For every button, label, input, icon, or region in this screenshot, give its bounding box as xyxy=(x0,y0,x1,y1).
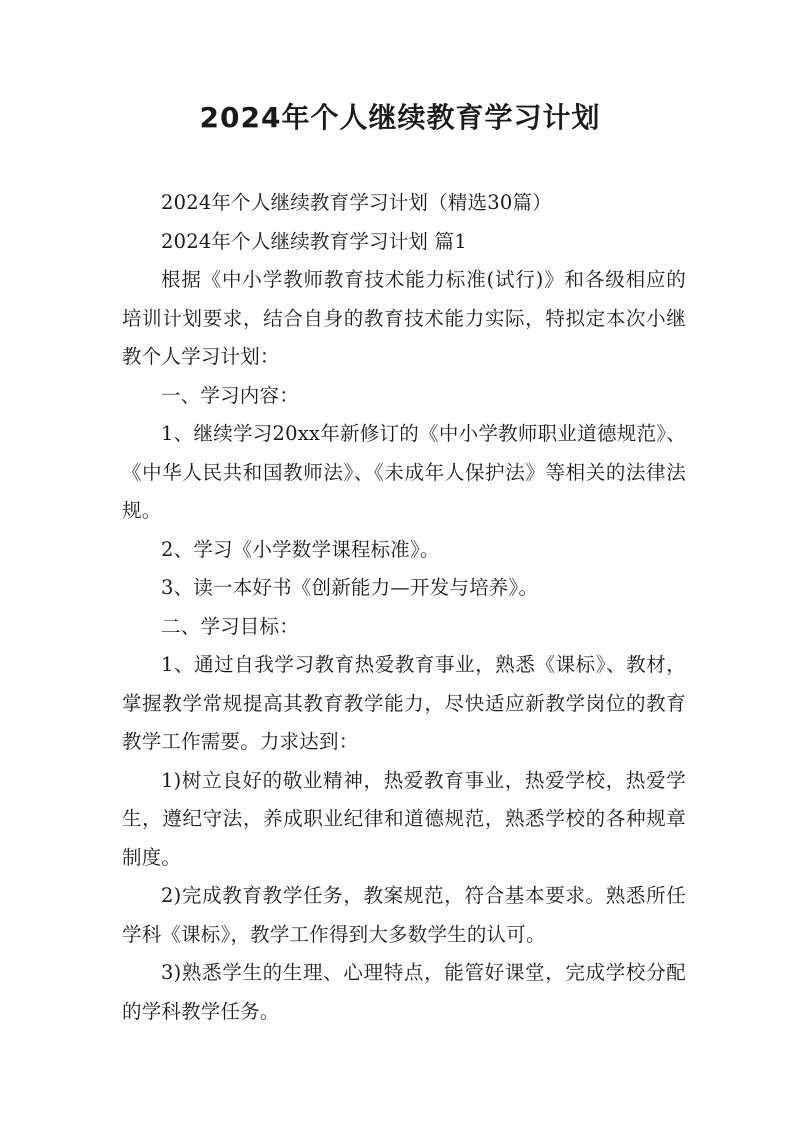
paragraph-content-item-2: 2、学习《小学数学课程标准》。 xyxy=(161,537,440,561)
paragraph-goal-1-sub-3: 3)熟悉学生的生理、心理特点，能管好课堂，完成学校分配的学科教学任务。 xyxy=(122,961,686,1023)
paragraph-content-item-1: 1、继续学习20xx年新修订的《中小学教师职业道德规范》、《中华人民共和国教师法》、《未成年人保护法》等相关的法律法规。 xyxy=(122,422,686,522)
paragraph-intro: 根据《中小学教师教育技术能力标准(试行)》和各级相应的培训计划要求，结合自身的教育技术能力实际，特拟定本次小继教个人学习计划： xyxy=(122,268,686,368)
document-title: 2024年个人继续教育学习计划 xyxy=(199,101,601,134)
paragraph-goal-1-sub-2: 2)完成教育教学任务，教案规范，符合基本要求。熟悉所任学科《课标》，教学工作得到大多数学生的认可。 xyxy=(122,884,686,946)
paragraph-goal-1-sub-1: 1)树立良好的敬业精神，热爱教育事业，热爱学校，热爱学生，遵纪守法，养成职业纪律和道德规范，熟悉学校的各种规章制度。 xyxy=(122,768,686,869)
paragraph-goal-1: 1、通过自我学习教育热爱教育事业，熟悉《课标》、教材，掌握教学常规提高其教育教学能力，尽快适应新教学岗位的教育教学工作需要。力求达到： xyxy=(122,653,686,753)
paragraph-subtitle: 2024年个人继续教育学习计划（精选30篇） xyxy=(161,191,552,214)
document-body xyxy=(122,184,686,1031)
paragraph-content-item-3: 3、读一本好书《创新能力—开发与培养》。 xyxy=(161,576,539,599)
paragraph-heading-content: 一、学习内容： xyxy=(161,383,299,407)
paragraph-heading-goals: 二、学习目标： xyxy=(161,614,299,638)
paragraph-section-heading: 2024年个人继续教育学习计划 篇1 xyxy=(161,229,467,253)
